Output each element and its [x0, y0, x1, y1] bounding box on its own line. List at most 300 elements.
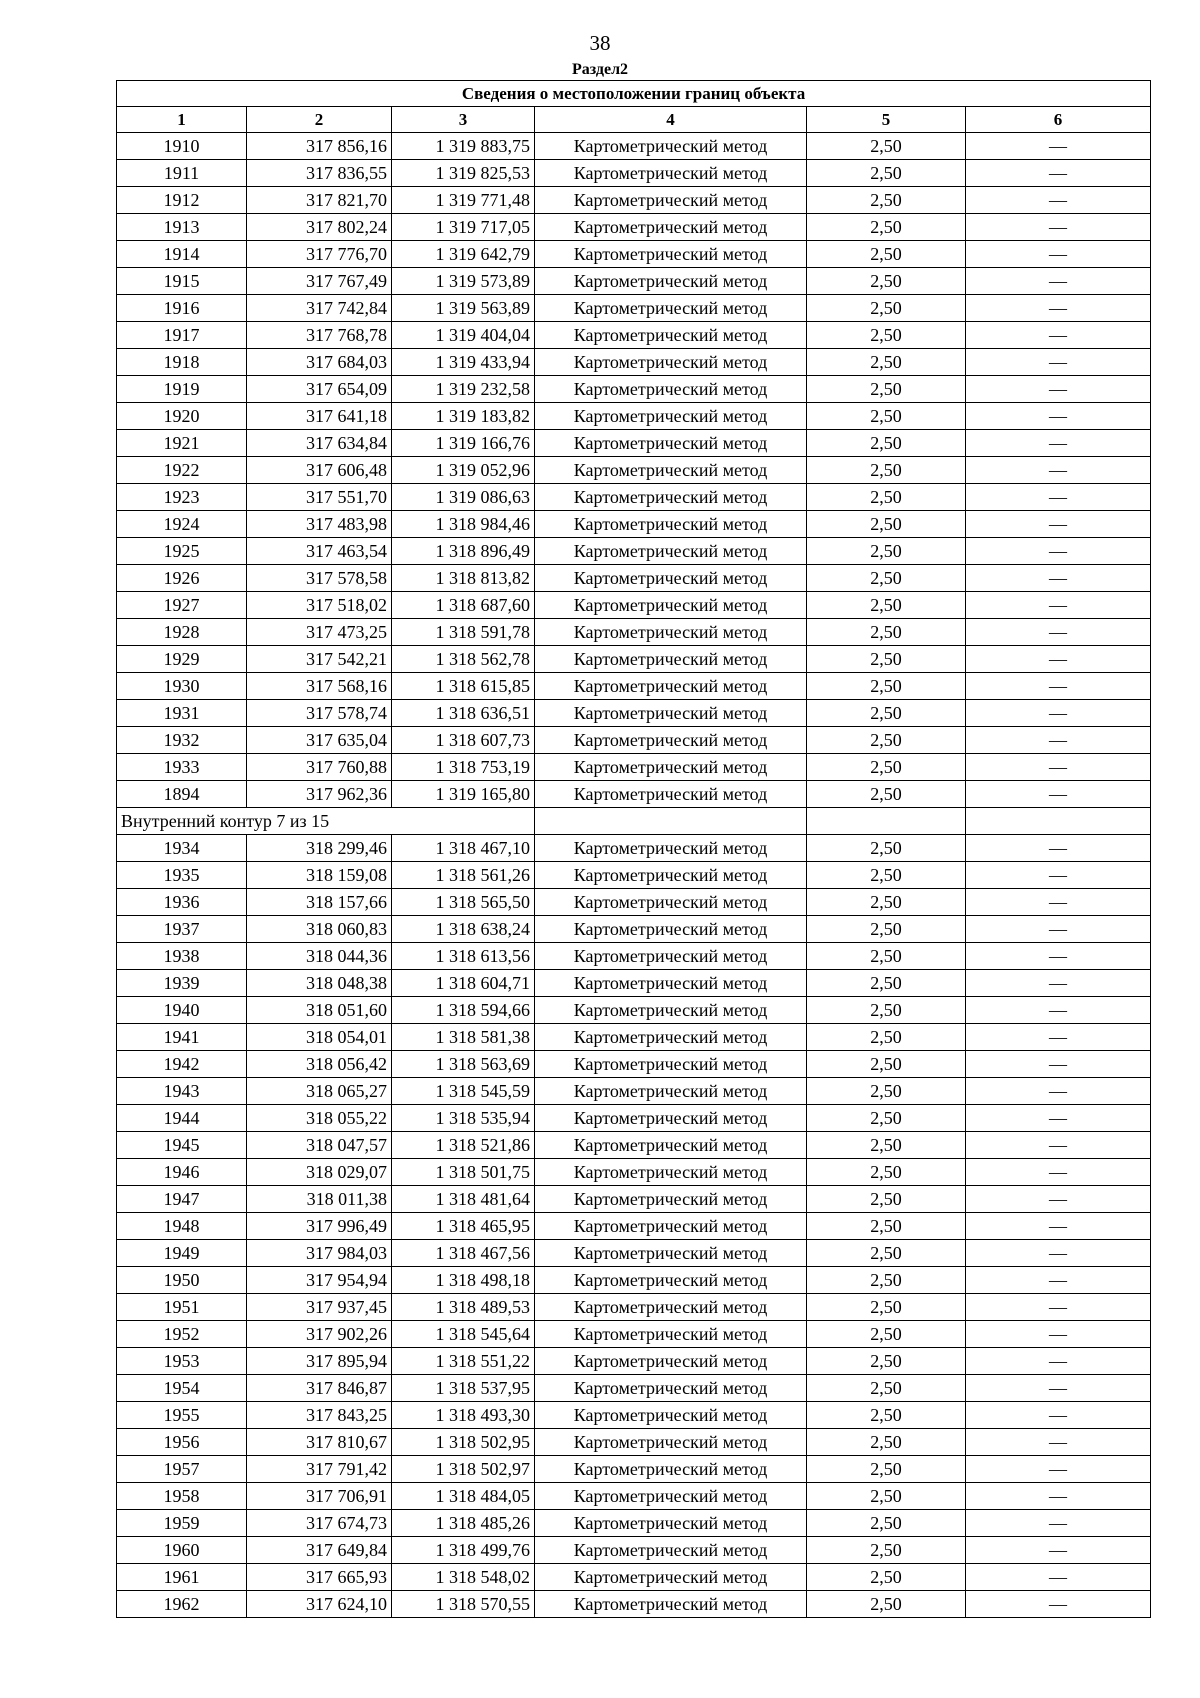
point-number-cell: 1960 [117, 1537, 247, 1564]
table-row [117, 889, 1151, 916]
table-row [117, 1564, 1151, 1591]
table-row [117, 997, 1151, 1024]
description-cell: — [966, 1375, 1151, 1402]
y-coordinate-cell: 1 318 813,82 [392, 565, 535, 592]
table-row [117, 484, 1151, 511]
table-row [117, 1510, 1151, 1537]
description-cell: — [966, 511, 1151, 538]
table-row [117, 1348, 1151, 1375]
y-coordinate-cell: 1 318 591,78 [392, 619, 535, 646]
y-coordinate-cell: 1 318 545,59 [392, 1078, 535, 1105]
boundary-coordinates-table [116, 80, 1151, 1618]
description-cell: — [966, 1240, 1151, 1267]
method-cell: Картометрический метод [535, 592, 807, 619]
point-number-cell: 1944 [117, 1105, 247, 1132]
table-row [117, 1483, 1151, 1510]
accuracy-cell: 2,50 [807, 214, 966, 241]
accuracy-cell: 2,50 [807, 889, 966, 916]
y-coordinate-cell: 1 319 166,76 [392, 430, 535, 457]
description-cell: — [966, 349, 1151, 376]
description-cell: — [966, 1132, 1151, 1159]
x-coordinate-cell: 317 843,25 [247, 1402, 392, 1429]
description-cell: — [966, 322, 1151, 349]
group-row-empty-cell [535, 808, 807, 835]
description-cell: — [966, 1294, 1151, 1321]
point-number-cell: 1894 [117, 781, 247, 808]
x-coordinate-cell: 317 821,70 [247, 187, 392, 214]
accuracy-cell: 2,50 [807, 1402, 966, 1429]
description-cell: — [966, 997, 1151, 1024]
table-row [117, 916, 1151, 943]
y-coordinate-cell: 1 318 753,19 [392, 754, 535, 781]
table-row [117, 430, 1151, 457]
y-coordinate-cell: 1 318 502,95 [392, 1429, 535, 1456]
y-coordinate-cell: 1 318 570,55 [392, 1591, 535, 1618]
y-coordinate-cell: 1 318 551,22 [392, 1348, 535, 1375]
accuracy-cell: 2,50 [807, 1348, 966, 1375]
description-cell: — [966, 1159, 1151, 1186]
table-row [117, 1375, 1151, 1402]
table-row [117, 133, 1151, 160]
method-cell: Картометрический метод [535, 295, 807, 322]
x-coordinate-cell: 318 044,36 [247, 943, 392, 970]
accuracy-cell: 2,50 [807, 1375, 966, 1402]
x-coordinate-cell: 317 836,55 [247, 160, 392, 187]
table-row [117, 1105, 1151, 1132]
x-coordinate-cell: 318 055,22 [247, 1105, 392, 1132]
method-cell: Картометрический метод [535, 565, 807, 592]
point-number-cell: 1953 [117, 1348, 247, 1375]
y-coordinate-cell: 1 319 563,89 [392, 295, 535, 322]
x-coordinate-cell: 317 802,24 [247, 214, 392, 241]
x-coordinate-cell: 318 157,66 [247, 889, 392, 916]
y-coordinate-cell: 1 319 086,63 [392, 484, 535, 511]
y-coordinate-cell: 1 318 521,86 [392, 1132, 535, 1159]
description-cell: — [966, 1402, 1151, 1429]
x-coordinate-cell: 317 846,87 [247, 1375, 392, 1402]
point-number-cell: 1950 [117, 1267, 247, 1294]
method-cell: Картометрический метод [535, 538, 807, 565]
y-coordinate-cell: 1 318 615,85 [392, 673, 535, 700]
y-coordinate-cell: 1 318 467,10 [392, 835, 535, 862]
method-cell: Картометрический метод [535, 268, 807, 295]
x-coordinate-cell: 318 060,83 [247, 916, 392, 943]
y-coordinate-cell: 1 318 537,95 [392, 1375, 535, 1402]
accuracy-cell: 2,50 [807, 970, 966, 997]
table-row [117, 1240, 1151, 1267]
table-row [117, 1402, 1151, 1429]
point-number-cell: 1924 [117, 511, 247, 538]
point-number-cell: 1936 [117, 889, 247, 916]
description-cell: — [966, 943, 1151, 970]
inner-contour-rows [117, 835, 1151, 1618]
accuracy-cell: 2,50 [807, 997, 966, 1024]
accuracy-cell: 2,50 [807, 187, 966, 214]
x-coordinate-cell: 318 048,38 [247, 970, 392, 997]
y-coordinate-cell: 1 318 562,78 [392, 646, 535, 673]
point-number-cell: 1921 [117, 430, 247, 457]
accuracy-cell: 2,50 [807, 916, 966, 943]
method-cell: Картометрический метод [535, 1240, 807, 1267]
accuracy-cell: 2,50 [807, 835, 966, 862]
x-coordinate-cell: 317 768,78 [247, 322, 392, 349]
description-cell: — [966, 133, 1151, 160]
accuracy-cell: 2,50 [807, 349, 966, 376]
y-coordinate-cell: 1 319 165,80 [392, 781, 535, 808]
y-coordinate-cell: 1 318 485,26 [392, 1510, 535, 1537]
accuracy-cell: 2,50 [807, 322, 966, 349]
table-row [117, 1294, 1151, 1321]
point-number-cell: 1932 [117, 727, 247, 754]
method-cell: Картометрический метод [535, 160, 807, 187]
method-cell: Картометрический метод [535, 754, 807, 781]
description-cell: — [966, 835, 1151, 862]
point-number-cell: 1957 [117, 1456, 247, 1483]
method-cell: Картометрический метод [535, 781, 807, 808]
y-coordinate-cell: 1 318 535,94 [392, 1105, 535, 1132]
accuracy-cell: 2,50 [807, 1564, 966, 1591]
accuracy-cell: 2,50 [807, 754, 966, 781]
accuracy-cell: 2,50 [807, 1051, 966, 1078]
method-cell: Картометрический метод [535, 835, 807, 862]
y-coordinate-cell: 1 319 404,04 [392, 322, 535, 349]
method-cell: Картометрический метод [535, 1402, 807, 1429]
description-cell: — [966, 862, 1151, 889]
table-row [117, 1078, 1151, 1105]
x-coordinate-cell: 317 954,94 [247, 1267, 392, 1294]
y-coordinate-cell: 1 318 984,46 [392, 511, 535, 538]
table-row [117, 1186, 1151, 1213]
point-number-cell: 1945 [117, 1132, 247, 1159]
point-number-cell: 1941 [117, 1024, 247, 1051]
accuracy-cell: 2,50 [807, 700, 966, 727]
y-coordinate-cell: 1 318 548,02 [392, 1564, 535, 1591]
accuracy-cell: 2,50 [807, 1105, 966, 1132]
method-cell: Картометрический метод [535, 727, 807, 754]
method-cell: Картометрический метод [535, 214, 807, 241]
table-row [117, 646, 1151, 673]
x-coordinate-cell: 317 606,48 [247, 457, 392, 484]
y-coordinate-cell: 1 319 717,05 [392, 214, 535, 241]
y-coordinate-cell: 1 318 687,60 [392, 592, 535, 619]
x-coordinate-cell: 317 810,67 [247, 1429, 392, 1456]
table-row [117, 322, 1151, 349]
y-coordinate-cell: 1 318 489,53 [392, 1294, 535, 1321]
point-number-cell: 1947 [117, 1186, 247, 1213]
x-coordinate-cell: 318 011,38 [247, 1186, 392, 1213]
y-coordinate-cell: 1 318 465,95 [392, 1213, 535, 1240]
x-coordinate-cell: 317 791,42 [247, 1456, 392, 1483]
method-cell: Картометрический метод [535, 943, 807, 970]
x-coordinate-cell: 317 473,25 [247, 619, 392, 646]
table-row [117, 781, 1151, 808]
group-row-empty-cell [807, 808, 966, 835]
table-row [117, 214, 1151, 241]
method-cell: Картометрический метод [535, 511, 807, 538]
accuracy-cell: 2,50 [807, 484, 966, 511]
x-coordinate-cell: 317 684,03 [247, 349, 392, 376]
table-row [117, 268, 1151, 295]
point-number-cell: 1962 [117, 1591, 247, 1618]
description-cell: — [966, 781, 1151, 808]
point-number-cell: 1948 [117, 1213, 247, 1240]
column-header-row [117, 107, 1151, 133]
point-number-cell: 1934 [117, 835, 247, 862]
accuracy-cell: 2,50 [807, 592, 966, 619]
x-coordinate-cell: 317 542,21 [247, 646, 392, 673]
description-cell: — [966, 1024, 1151, 1051]
description-cell: — [966, 1078, 1151, 1105]
y-coordinate-cell: 1 318 502,97 [392, 1456, 535, 1483]
x-coordinate-cell: 317 665,93 [247, 1564, 392, 1591]
point-number-cell: 1910 [117, 133, 247, 160]
method-cell: Картометрический метод [535, 1564, 807, 1591]
accuracy-cell: 2,50 [807, 1429, 966, 1456]
description-cell: — [966, 430, 1151, 457]
method-cell: Картометрический метод [535, 349, 807, 376]
point-number-cell: 1940 [117, 997, 247, 1024]
accuracy-cell: 2,50 [807, 268, 966, 295]
table-row [117, 1024, 1151, 1051]
accuracy-cell: 2,50 [807, 1537, 966, 1564]
x-coordinate-cell: 317 895,94 [247, 1348, 392, 1375]
x-coordinate-cell: 318 056,42 [247, 1051, 392, 1078]
y-coordinate-cell: 1 318 604,71 [392, 970, 535, 997]
description-cell: — [966, 1564, 1151, 1591]
description-cell: — [966, 241, 1151, 268]
table-row [117, 565, 1151, 592]
point-number-cell: 1914 [117, 241, 247, 268]
point-number-cell: 1937 [117, 916, 247, 943]
method-cell: Картометрический метод [535, 997, 807, 1024]
method-cell: Картометрический метод [535, 916, 807, 943]
accuracy-cell: 2,50 [807, 1078, 966, 1105]
y-coordinate-cell: 1 318 613,56 [392, 943, 535, 970]
method-cell: Картометрический метод [535, 1483, 807, 1510]
method-cell: Картометрический метод [535, 376, 807, 403]
table-row [117, 592, 1151, 619]
table-row [117, 160, 1151, 187]
point-number-cell: 1927 [117, 592, 247, 619]
table-row [117, 619, 1151, 646]
description-cell: — [966, 1267, 1151, 1294]
y-coordinate-cell: 1 318 499,76 [392, 1537, 535, 1564]
description-cell: — [966, 187, 1151, 214]
accuracy-cell: 2,50 [807, 1510, 966, 1537]
description-cell: — [966, 889, 1151, 916]
point-number-cell: 1918 [117, 349, 247, 376]
x-coordinate-cell: 317 578,58 [247, 565, 392, 592]
description-cell: — [966, 1186, 1151, 1213]
x-coordinate-cell: 317 776,70 [247, 241, 392, 268]
method-cell: Картометрический метод [535, 241, 807, 268]
x-coordinate-cell: 317 937,45 [247, 1294, 392, 1321]
table-row [117, 1321, 1151, 1348]
method-cell: Картометрический метод [535, 1159, 807, 1186]
method-cell: Картометрический метод [535, 646, 807, 673]
inner-contour-label: Внутренний контур 7 из 15 [117, 808, 535, 835]
y-coordinate-cell: 1 318 501,75 [392, 1159, 535, 1186]
table-row [117, 1429, 1151, 1456]
description-cell: — [966, 1051, 1151, 1078]
y-coordinate-cell: 1 319 232,58 [392, 376, 535, 403]
x-coordinate-cell: 318 159,08 [247, 862, 392, 889]
table-row [117, 1456, 1151, 1483]
accuracy-cell: 2,50 [807, 295, 966, 322]
method-cell: Картометрический метод [535, 1510, 807, 1537]
column-header-6: 6 [966, 107, 1151, 133]
description-cell: — [966, 403, 1151, 430]
accuracy-cell: 2,50 [807, 133, 966, 160]
y-coordinate-cell: 1 319 642,79 [392, 241, 535, 268]
point-number-cell: 1954 [117, 1375, 247, 1402]
point-number-cell: 1925 [117, 538, 247, 565]
description-cell: — [966, 592, 1151, 619]
description-cell: — [966, 646, 1151, 673]
point-number-cell: 1929 [117, 646, 247, 673]
x-coordinate-cell: 317 624,10 [247, 1591, 392, 1618]
x-coordinate-cell: 318 029,07 [247, 1159, 392, 1186]
method-cell: Картометрический метод [535, 322, 807, 349]
x-coordinate-cell: 317 706,91 [247, 1483, 392, 1510]
point-number-cell: 1961 [117, 1564, 247, 1591]
table-row [117, 349, 1151, 376]
method-cell: Картометрический метод [535, 673, 807, 700]
description-cell: — [966, 754, 1151, 781]
method-cell: Картометрический метод [535, 1105, 807, 1132]
y-coordinate-cell: 1 318 545,64 [392, 1321, 535, 1348]
point-number-cell: 1920 [117, 403, 247, 430]
y-coordinate-cell: 1 318 484,05 [392, 1483, 535, 1510]
y-coordinate-cell: 1 318 565,50 [392, 889, 535, 916]
point-number-cell: 1949 [117, 1240, 247, 1267]
table-row [117, 727, 1151, 754]
x-coordinate-cell: 317 635,04 [247, 727, 392, 754]
point-number-cell: 1956 [117, 1429, 247, 1456]
description-cell: — [966, 1456, 1151, 1483]
method-cell: Картометрический метод [535, 133, 807, 160]
point-number-cell: 1928 [117, 619, 247, 646]
point-number-cell: 1931 [117, 700, 247, 727]
method-cell: Картометрический метод [535, 889, 807, 916]
point-number-cell: 1946 [117, 1159, 247, 1186]
description-cell: — [966, 970, 1151, 997]
description-cell: — [966, 673, 1151, 700]
description-cell: — [966, 565, 1151, 592]
accuracy-cell: 2,50 [807, 1483, 966, 1510]
method-cell: Картометрический метод [535, 1321, 807, 1348]
method-cell: Картометрический метод [535, 457, 807, 484]
table-row [117, 862, 1151, 889]
point-number-cell: 1926 [117, 565, 247, 592]
y-coordinate-cell: 1 318 561,26 [392, 862, 535, 889]
description-cell: — [966, 1213, 1151, 1240]
point-number-cell: 1951 [117, 1294, 247, 1321]
point-number-cell: 1958 [117, 1483, 247, 1510]
method-cell: Картометрический метод [535, 1213, 807, 1240]
method-cell: Картометрический метод [535, 1456, 807, 1483]
y-coordinate-cell: 1 318 581,38 [392, 1024, 535, 1051]
description-cell: — [966, 295, 1151, 322]
point-number-cell: 1919 [117, 376, 247, 403]
table-row [117, 376, 1151, 403]
method-cell: Картометрический метод [535, 1132, 807, 1159]
x-coordinate-cell: 317 518,02 [247, 592, 392, 619]
accuracy-cell: 2,50 [807, 1186, 966, 1213]
method-cell: Картометрический метод [535, 1051, 807, 1078]
point-number-cell: 1916 [117, 295, 247, 322]
description-cell: — [966, 1591, 1151, 1618]
y-coordinate-cell: 1 318 467,56 [392, 1240, 535, 1267]
description-cell: — [966, 619, 1151, 646]
column-header-1: 1 [117, 107, 247, 133]
point-number-cell: 1917 [117, 322, 247, 349]
y-coordinate-cell: 1 318 493,30 [392, 1402, 535, 1429]
method-cell: Картометрический метод [535, 1375, 807, 1402]
table-row [117, 1132, 1151, 1159]
x-coordinate-cell: 317 578,74 [247, 700, 392, 727]
accuracy-cell: 2,50 [807, 457, 966, 484]
x-coordinate-cell: 317 962,36 [247, 781, 392, 808]
y-coordinate-cell: 1 319 825,53 [392, 160, 535, 187]
x-coordinate-cell: 318 054,01 [247, 1024, 392, 1051]
x-coordinate-cell: 317 634,84 [247, 430, 392, 457]
column-header-3: 3 [392, 107, 535, 133]
x-coordinate-cell: 317 767,49 [247, 268, 392, 295]
accuracy-cell: 2,50 [807, 538, 966, 565]
description-cell: — [966, 1510, 1151, 1537]
method-cell: Картометрический метод [535, 619, 807, 646]
accuracy-cell: 2,50 [807, 511, 966, 538]
description-cell: — [966, 268, 1151, 295]
description-cell: — [966, 376, 1151, 403]
description-cell: — [966, 1105, 1151, 1132]
description-cell: — [966, 916, 1151, 943]
page-number: 38 [589, 31, 611, 55]
x-coordinate-cell: 318 065,27 [247, 1078, 392, 1105]
accuracy-cell: 2,50 [807, 781, 966, 808]
table-row [117, 1051, 1151, 1078]
x-coordinate-cell: 318 299,46 [247, 835, 392, 862]
y-coordinate-cell: 1 318 636,51 [392, 700, 535, 727]
method-cell: Картометрический метод [535, 700, 807, 727]
point-number-cell: 1943 [117, 1078, 247, 1105]
method-cell: Картометрический метод [535, 1267, 807, 1294]
description-cell: — [966, 538, 1151, 565]
accuracy-cell: 2,50 [807, 1321, 966, 1348]
accuracy-cell: 2,50 [807, 1024, 966, 1051]
accuracy-cell: 2,50 [807, 376, 966, 403]
accuracy-cell: 2,50 [807, 727, 966, 754]
outer-contour-rows [117, 133, 1151, 808]
point-number-cell: 1915 [117, 268, 247, 295]
point-number-cell: 1942 [117, 1051, 247, 1078]
point-number-cell: 1923 [117, 484, 247, 511]
point-number-cell: 1930 [117, 673, 247, 700]
accuracy-cell: 2,50 [807, 943, 966, 970]
table-row [117, 1213, 1151, 1240]
point-number-cell: 1933 [117, 754, 247, 781]
accuracy-cell: 2,50 [807, 403, 966, 430]
x-coordinate-cell: 317 996,49 [247, 1213, 392, 1240]
accuracy-cell: 2,50 [807, 1240, 966, 1267]
description-cell: — [966, 160, 1151, 187]
accuracy-cell: 2,50 [807, 1267, 966, 1294]
y-coordinate-cell: 1 319 052,96 [392, 457, 535, 484]
description-cell: — [966, 484, 1151, 511]
table-row [117, 457, 1151, 484]
method-cell: Картометрический метод [535, 403, 807, 430]
